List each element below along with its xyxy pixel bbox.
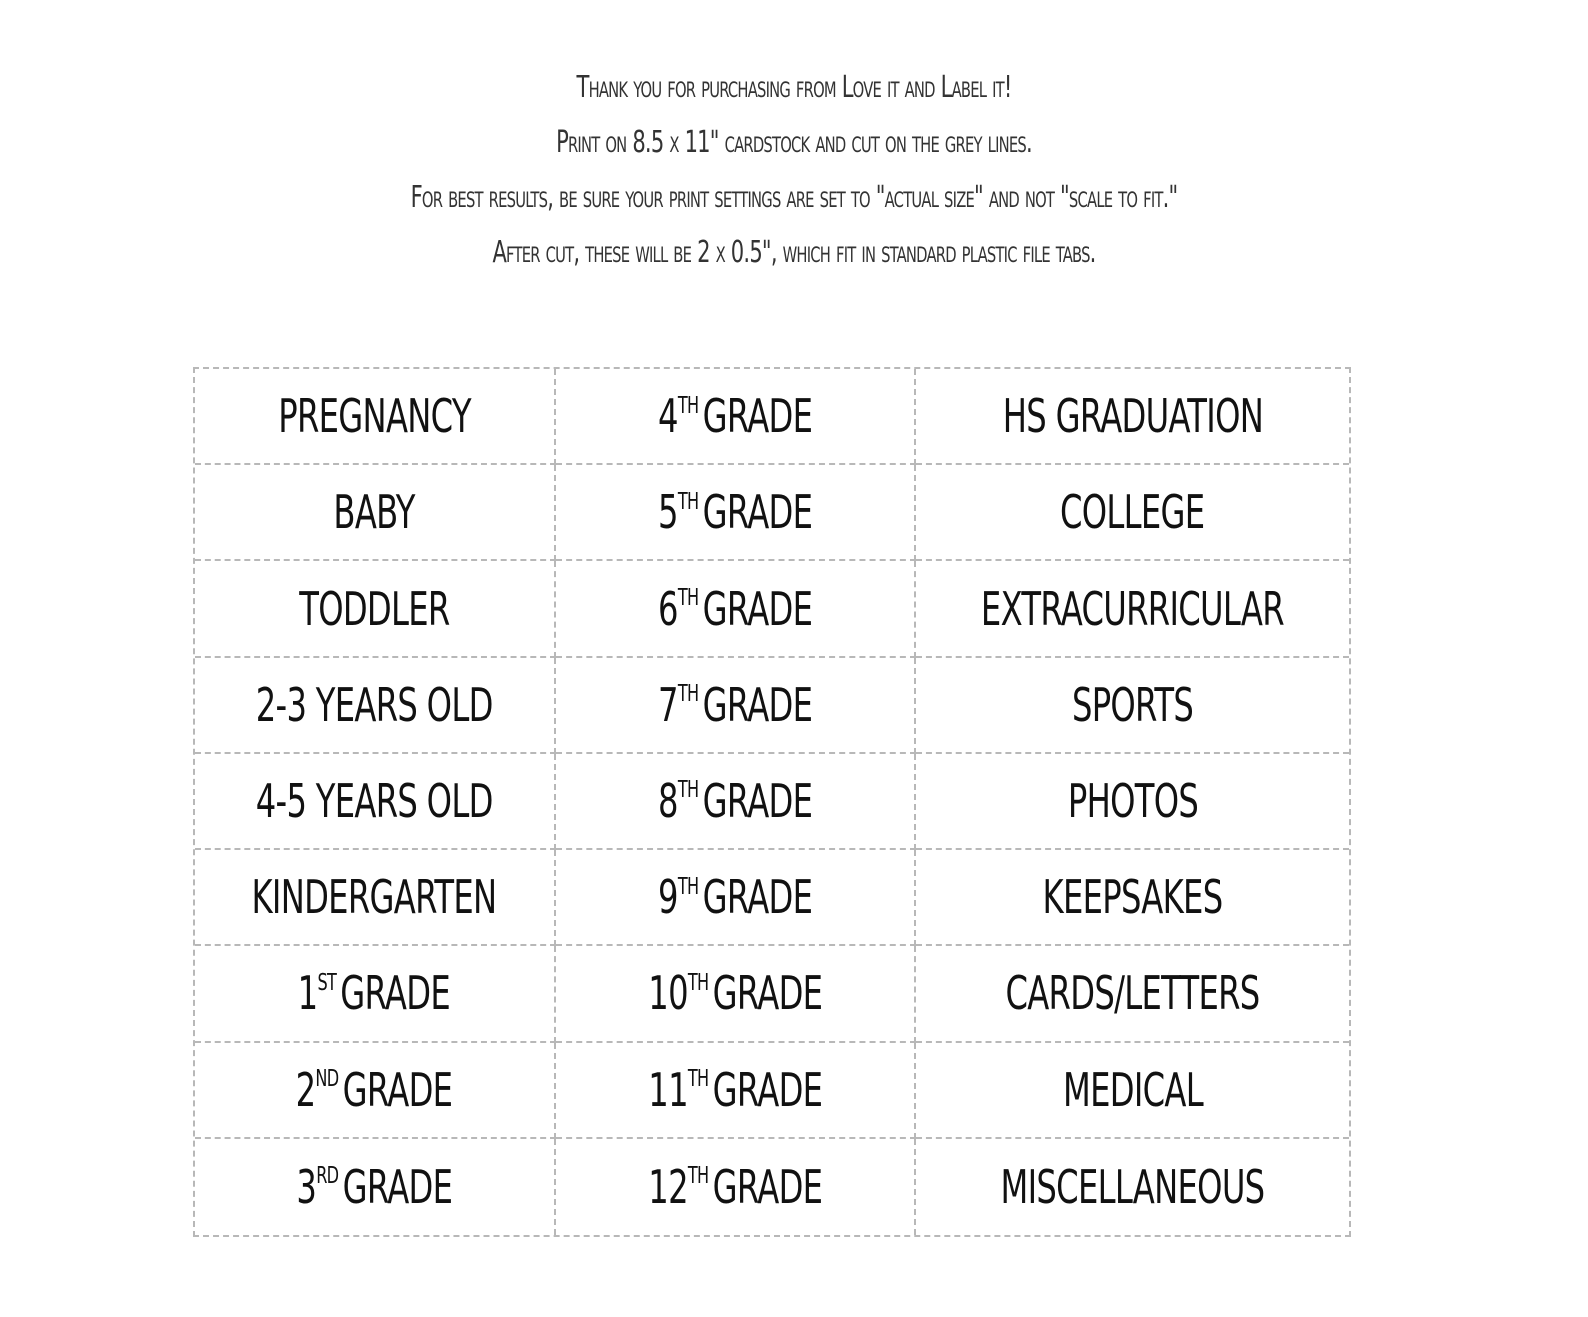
grade-word: GRADE [340,966,451,1021]
label-cell [556,850,917,946]
label-cell [195,1139,556,1235]
ordinal-suffix: RD [316,1163,339,1190]
label-text: KEEPSAKES [1042,870,1223,925]
label-cell [556,369,917,465]
grade-number: 11 [647,1062,688,1117]
label-cell [556,465,917,561]
label-cell [195,754,556,850]
label-cell [195,465,556,561]
grade-number: 12 [647,1159,688,1214]
label-cell [916,465,1349,561]
label-cell [195,1043,556,1139]
ordinal-suffix: TH [677,777,699,804]
grade-word: GRADE [342,1159,453,1214]
label-cell [195,561,556,657]
label-text: KINDERGARTEN [251,870,497,925]
thank-you-line: Thank you for purchasing from Love it and Label it! [576,70,1012,105]
ordinal-suffix: TH [677,681,699,708]
label-text [658,389,812,443]
grade-word: GRADE [702,485,813,540]
label-cell [916,1139,1349,1235]
ordinal-suffix: TH [687,1163,709,1190]
grade-number: 6 [657,581,678,636]
label-text [658,870,812,924]
label-text: 2-3 YEARS OLD [255,677,493,732]
label-cell [556,754,917,850]
label-text [648,1063,822,1117]
label-text: HS GRADUATION [1002,389,1263,444]
grade-word: GRADE [702,389,813,444]
label-text [648,1160,822,1214]
label-cell [556,1043,917,1139]
ordinal-suffix: TH [677,488,699,515]
label-sheet-grid [193,367,1351,1237]
grade-word: GRADE [712,966,822,1021]
label-text [296,1063,453,1117]
grade-word: GRADE [702,677,813,732]
grade-word: GRADE [342,1062,453,1117]
label-text: CARDS/LETTERS [1005,966,1260,1021]
ordinal-suffix: ST [317,969,337,996]
label-text: TODDLER [299,581,450,636]
label-text [296,1160,452,1214]
label-text [658,485,812,539]
label-cell [195,658,556,754]
label-text [658,582,812,636]
grade-word: GRADE [702,773,813,828]
label-text: MEDICAL [1062,1062,1203,1117]
label-cell [916,754,1349,850]
label-cell [916,1043,1349,1139]
grade-number: 1 [298,966,318,1021]
grade-number: 2 [295,1062,316,1117]
grade-number: 7 [657,677,678,732]
label-text [658,774,812,828]
instructions-block [0,60,1588,280]
label-text: SPORTS [1072,677,1194,732]
label-cell [556,1139,917,1235]
label-cell [556,561,917,657]
label-cell [195,369,556,465]
ordinal-suffix: TH [687,1066,709,1093]
grade-word: GRADE [702,581,813,636]
grade-word: GRADE [712,1159,822,1214]
label-text [298,966,450,1020]
label-text [648,966,822,1020]
label-text: MISCELLANEOUS [1000,1159,1265,1214]
ordinal-suffix: TH [677,873,699,900]
ordinal-suffix: ND [315,1066,339,1093]
grade-word: GRADE [712,1062,822,1117]
label-cell [916,946,1349,1042]
label-text [658,678,812,732]
label-cell [916,369,1349,465]
label-cell [916,658,1349,754]
ordinal-suffix: TH [677,585,699,611]
label-cell [195,946,556,1042]
label-text: PREGNANCY [278,389,471,444]
label-text: COLLEGE [1060,485,1205,540]
label-cell [556,946,917,1042]
ordinal-suffix: TH [687,969,709,996]
label-cell [195,850,556,946]
label-text: EXTRACURRICULAR [981,581,1285,636]
print-settings-line: For best results, be sure your print settings are set to "actual size" and not "scale to fit." [410,180,1178,215]
grade-word: GRADE [702,870,813,925]
ordinal-suffix: TH [677,392,699,419]
grade-number: 9 [657,870,678,925]
label-cell [916,850,1349,946]
grade-number: 3 [296,1159,317,1214]
grade-number: 4 [657,389,678,444]
label-text: BABY [333,485,415,540]
label-cell [556,658,917,754]
label-text: 4-5 YEARS OLD [255,773,493,828]
grade-number: 5 [657,485,678,540]
label-text: PHOTOS [1067,773,1198,828]
print-instruction-line: Print on 8.5 x 11" cardstock and cut on the grey lines. [556,125,1032,160]
grade-number: 8 [657,773,678,828]
grade-number: 10 [647,966,688,1021]
cut-size-line: After cut, these will be 2 x 0.5", which fit in standard plastic file tabs. [492,235,1096,270]
label-cell [916,561,1349,657]
